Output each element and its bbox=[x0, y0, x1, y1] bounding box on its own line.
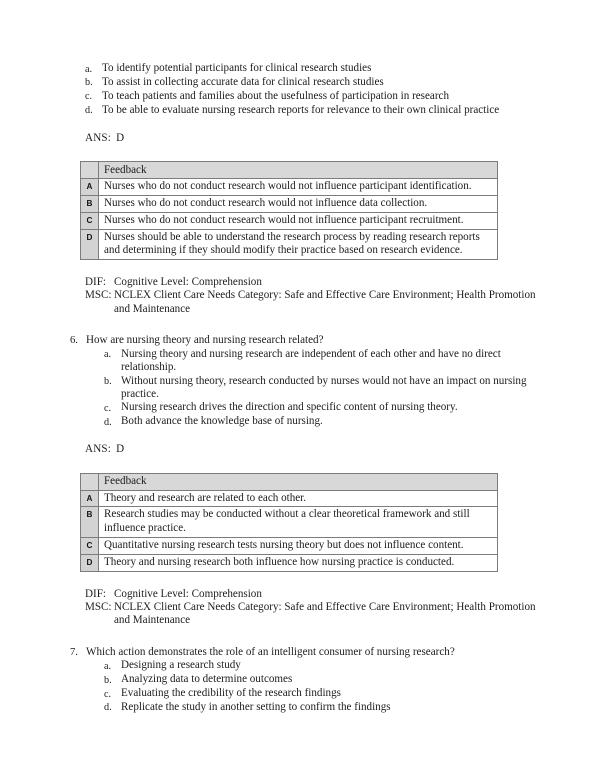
answer-value: D bbox=[116, 131, 125, 144]
question-number: 6. bbox=[70, 335, 78, 347]
table-row bbox=[81, 554, 498, 571]
meta-dif-key: DIF: bbox=[85, 587, 106, 600]
option-text: Replicate the study in another setting to confirm the findings bbox=[121, 700, 391, 713]
option-marker: c. bbox=[104, 688, 112, 700]
meta-dif-value: Cognitive Level: Comprehension bbox=[114, 587, 262, 600]
option-marker: c. bbox=[85, 91, 93, 103]
option-marker: b. bbox=[104, 674, 112, 686]
option-item bbox=[104, 659, 538, 673]
option-text: Nursing theory and nursing research are independent of each other and have no direct relationship. bbox=[121, 347, 501, 374]
header-label-cell bbox=[81, 162, 99, 179]
question-5-block bbox=[70, 62, 538, 316]
row-feedback: Theory and research are related to each other. bbox=[99, 490, 498, 507]
row-feedback: Research studies may be conducted without a clear theoretical framework and still influence practice. bbox=[99, 507, 498, 537]
meta-dif-row bbox=[85, 588, 538, 601]
question-6-feedback-table-wrapper bbox=[80, 473, 538, 572]
question-6-options bbox=[104, 348, 538, 429]
option-marker: c. bbox=[104, 402, 112, 414]
meta-dif-row bbox=[85, 276, 538, 289]
option-item bbox=[104, 687, 538, 701]
option-item bbox=[85, 104, 538, 118]
question-6-stem-row bbox=[70, 334, 538, 347]
row-feedback: Theory and nursing research both influence how nursing practice is conducted. bbox=[99, 554, 498, 571]
option-text: Analyzing data to determine outcomes bbox=[121, 673, 293, 686]
row-label: D bbox=[81, 554, 99, 571]
question-stem: Which action demonstrates the role of an intelligent consumer of nursing research? bbox=[86, 645, 455, 658]
row-feedback: Nurses who do not conduct research would not influence participant identification. bbox=[99, 179, 498, 196]
option-text: Both advance the knowledge base of nursing. bbox=[121, 415, 323, 428]
meta-msc-key: MSC: bbox=[85, 289, 112, 302]
table-row bbox=[81, 179, 498, 196]
row-feedback: Nurses who do not conduct research would not influence participant recruitment. bbox=[99, 212, 498, 229]
row-label: C bbox=[81, 537, 99, 554]
row-label: D bbox=[81, 229, 99, 259]
option-marker: d. bbox=[85, 105, 93, 117]
answer-value: D bbox=[116, 443, 125, 456]
feedback-table bbox=[80, 161, 498, 260]
option-marker: a. bbox=[104, 660, 112, 672]
table-header-row bbox=[81, 162, 498, 179]
table-row bbox=[81, 195, 498, 212]
question-5-options bbox=[85, 62, 538, 118]
table-row bbox=[81, 212, 498, 229]
option-text: To teach patients and families about the usefulness of participation in research bbox=[102, 89, 450, 102]
question-6-block bbox=[70, 334, 538, 628]
option-item bbox=[104, 701, 538, 715]
header-feedback-cell: Feedback bbox=[99, 162, 498, 179]
table-row bbox=[81, 229, 498, 259]
question-7-block bbox=[70, 646, 538, 715]
meta-dif-value: Cognitive Level: Comprehension bbox=[114, 276, 262, 289]
option-item bbox=[85, 62, 538, 76]
question-6-meta bbox=[85, 588, 538, 628]
feedback-table bbox=[80, 473, 498, 572]
question-7-stem-row bbox=[70, 646, 538, 659]
option-item bbox=[104, 375, 538, 402]
question-5-answer bbox=[85, 132, 538, 145]
option-item bbox=[104, 673, 538, 687]
meta-msc-value: NCLEX Client Care Needs Category: Safe and Effective Care Environment; Health Promotion and Maintenance bbox=[114, 600, 536, 627]
row-feedback: Quantitative nursing research tests nursing theory but does not influence content. bbox=[99, 537, 498, 554]
row-feedback: Nurses should be able to understand the research process by reading research reports and determining if they should modify their practice based on research evidence. bbox=[99, 229, 498, 259]
option-text: Nursing research drives the direction and specific content of nursing theory. bbox=[121, 401, 458, 414]
option-item bbox=[104, 401, 538, 415]
table-row bbox=[81, 507, 498, 537]
question-7-options bbox=[104, 659, 538, 715]
row-label: B bbox=[81, 507, 99, 537]
row-label: A bbox=[81, 490, 99, 507]
table-header-row bbox=[81, 473, 498, 490]
row-label: C bbox=[81, 212, 99, 229]
row-label: A bbox=[81, 179, 99, 196]
table-row bbox=[81, 537, 498, 554]
question-6-answer bbox=[85, 443, 538, 456]
question-number: 7. bbox=[70, 646, 78, 658]
option-text: To identify potential participants for clinical research studies bbox=[102, 62, 372, 74]
option-marker: a. bbox=[85, 63, 93, 75]
answer-label: ANS: bbox=[85, 131, 112, 144]
question-5-meta bbox=[85, 276, 538, 316]
meta-msc-row bbox=[85, 601, 538, 628]
option-marker: b. bbox=[85, 77, 93, 89]
header-feedback-cell: Feedback bbox=[99, 473, 498, 490]
option-marker: a. bbox=[104, 349, 112, 361]
row-feedback: Nurses who do not conduct research would not influence data collection. bbox=[99, 195, 498, 212]
option-item bbox=[85, 76, 538, 90]
meta-dif-key: DIF: bbox=[85, 276, 106, 289]
option-text: To be able to evaluate nursing research reports for relevance to their own clinical practice bbox=[102, 103, 500, 116]
option-text: Without nursing theory, research conducted by nurses would not have an impact on nursing practice. bbox=[121, 374, 527, 400]
option-marker: d. bbox=[104, 702, 112, 714]
option-text: Designing a research study bbox=[121, 659, 241, 672]
meta-msc-key: MSC: bbox=[85, 600, 112, 613]
row-label: B bbox=[81, 195, 99, 212]
option-item bbox=[85, 90, 538, 104]
question-stem: How are nursing theory and nursing research related? bbox=[86, 334, 324, 347]
header-label-cell bbox=[81, 473, 99, 490]
option-item bbox=[104, 348, 538, 375]
table-row bbox=[81, 490, 498, 507]
answer-label: ANS: bbox=[85, 443, 112, 456]
meta-msc-value: NCLEX Client Care Needs Category: Safe and Effective Care Environment; Health Promotion and Maintenance bbox=[114, 289, 536, 315]
option-marker: d. bbox=[104, 416, 112, 428]
option-text: To assist in collecting accurate data for clinical research studies bbox=[102, 75, 384, 88]
question-5-feedback-table-wrapper bbox=[80, 161, 538, 260]
option-marker: b. bbox=[104, 376, 112, 387]
meta-msc-row bbox=[85, 289, 538, 316]
option-item bbox=[104, 415, 538, 429]
option-text: Evaluating the credibility of the research findings bbox=[121, 687, 341, 699]
